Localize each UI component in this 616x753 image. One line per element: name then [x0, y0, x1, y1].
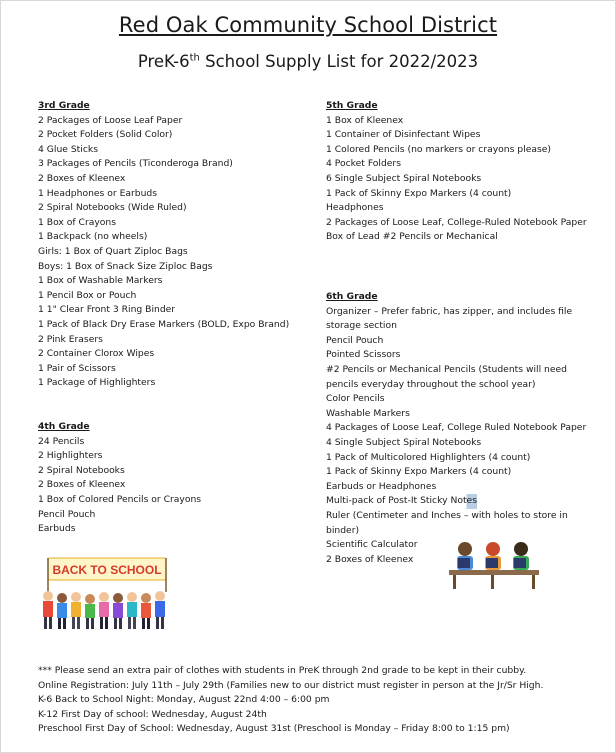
list-item: 1 Box of Crayons: [38, 216, 117, 228]
list-item: #2 Pencils or Mechanical Pencils (Students will need pencils everyday throughout the school year): [326, 363, 568, 390]
computer-lab-illustration: [447, 540, 541, 590]
list-item: 2 Boxes of Kleenex: [38, 479, 126, 491]
grade6-section: [326, 290, 587, 567]
list-item: 1 Box of Kleenex: [326, 114, 404, 126]
list-item: 1 Pair of Scissors: [38, 362, 116, 374]
list-item: Organizer – Prefer fabric, has zipper, and includes file storage section: [326, 305, 573, 332]
list-item: 1 Colored Pencils (no markers or crayons please): [326, 143, 551, 155]
grade5-heading: 5th Grade: [326, 100, 378, 111]
list-item: 2 Highlighters: [38, 450, 103, 462]
back-to-school-clipart: [38, 552, 174, 634]
list-item: 1 Box of Washable Markers: [38, 275, 163, 287]
footer-notes: [38, 664, 543, 737]
list-item: 2 Spiral Notebooks (Wide Ruled): [38, 202, 187, 214]
footer-line: *** Please send an extra pair of clothes with students in PreK through 2nd grade to be kept in their cubby.: [38, 665, 527, 676]
list-item: 4 Single Subject Spiral Notebooks: [326, 436, 482, 448]
list-item: 1 Container of Disinfectant Wipes: [326, 129, 481, 141]
list-item: Earbuds or Headphones: [326, 480, 437, 492]
list-item: Washable Markers: [326, 407, 410, 419]
list-item: 1 Pack of Skinny Expo Markers (4 count): [326, 187, 512, 199]
list-item: Headphones: [326, 202, 384, 214]
list-item: Scientific Calculator: [326, 539, 418, 551]
list-item: 1 Pack of Skinny Expo Markers (4 count): [326, 466, 512, 478]
list-item: Earbuds: [38, 523, 76, 535]
list-item: 4 Glue Sticks: [38, 143, 98, 155]
grade4-section: [38, 420, 308, 537]
banner-text: BACK TO SCHOOL: [52, 563, 162, 577]
grade6-heading: 6th Grade: [326, 291, 378, 302]
subtitle-prefix: PreK-6: [137, 52, 190, 71]
list-item: Pencil Pouch: [38, 508, 96, 520]
list-item: 2 Packages of Loose Leaf Paper: [38, 114, 183, 126]
list-item: Pointed Scissors: [326, 349, 401, 361]
list-item: 1 Box of Colored Pencils or Crayons: [38, 493, 202, 505]
list-item: 2 Spiral Notebooks: [38, 464, 125, 476]
list-item: 6 Single Subject Spiral Notebooks: [326, 172, 482, 184]
footer-line: K-6 Back to School Night: Monday, August 22nd 4:00 – 6:00 pm: [38, 694, 330, 706]
footer-line: Preschool First Day of School: Wednesday, August 31st (Preschool is Monday – Friday 8:00 to 1:15 pm): [38, 723, 510, 735]
subtitle-sup: th: [189, 52, 200, 64]
footer-line: K-12 First Day of school: Wednesday, August 24th: [38, 708, 267, 720]
list-item: Color Pencils: [326, 393, 385, 405]
list-item: 1 Package of Highlighters: [38, 377, 156, 389]
list-item: 3 Packages of Pencils (Ticonderoga Brand): [38, 158, 233, 170]
list-item: 1 1" Clear Front 3 Ring Binder: [38, 304, 176, 316]
kids-at-computers-clipart: [447, 540, 541, 590]
list-item: Box of Lead #2 Pencils or Mechanical: [326, 231, 498, 243]
grade3-heading: 3rd Grade: [38, 100, 90, 111]
footer-line: Online Registration: July 11th – July 29th (Families new to our district must register in person at the Jr/Sr High.: [38, 679, 544, 691]
list-item: 1 Pack of Black Dry Erase Markers (BOLD, Expo Brand): [38, 318, 290, 330]
list-item: 2 Container Clorox Wipes: [38, 348, 155, 360]
list-item: 2 Boxes of Kleenex: [326, 553, 414, 565]
page-subtitle: [0, 52, 616, 71]
grade5-section: [326, 99, 586, 245]
subtitle-rest: School Supply List for 2022/2023: [199, 52, 479, 71]
list-item: 1 Backpack (no wheels): [38, 231, 148, 243]
grade4-heading: 4th Grade: [38, 421, 90, 432]
list-item: 1 Headphones or Earbuds: [38, 187, 158, 199]
list-item: 4 Pocket Folders: [326, 158, 401, 170]
list-item: Pencil Pouch: [326, 334, 384, 346]
list-item: 4 Packages of Loose Leaf, College Ruled Notebook Paper: [326, 422, 587, 434]
list-item: 1 Pencil Box or Pouch: [38, 289, 137, 301]
list-item: 2 Pocket Folders (Solid Color): [38, 129, 173, 141]
list-item: Ruler (Centimeter and Inches – with holes to store in binder): [326, 509, 568, 536]
kids-banner-illustration: [38, 552, 174, 634]
list-item: Girls: 1 Box of Quart Ziploc Bags: [38, 245, 188, 257]
list-item: Multi-pack of Post-It Sticky Notes: [326, 494, 477, 509]
list-item: 2 Pink Erasers: [38, 333, 103, 345]
grade3-section: [38, 99, 308, 391]
list-item: 24 Pencils: [38, 435, 85, 447]
list-item: 2 Boxes of Kleenex: [38, 172, 126, 184]
page-title: Red Oak Community School District: [118, 13, 498, 37]
list-item: 2 Packages of Loose Leaf, College-Ruled Notebook Paper: [326, 216, 587, 228]
list-item: 1 Pack of Multicolored Highlighters (4 count): [326, 451, 531, 463]
list-item: Boys: 1 Box of Snack Size Ziploc Bags: [38, 260, 213, 272]
